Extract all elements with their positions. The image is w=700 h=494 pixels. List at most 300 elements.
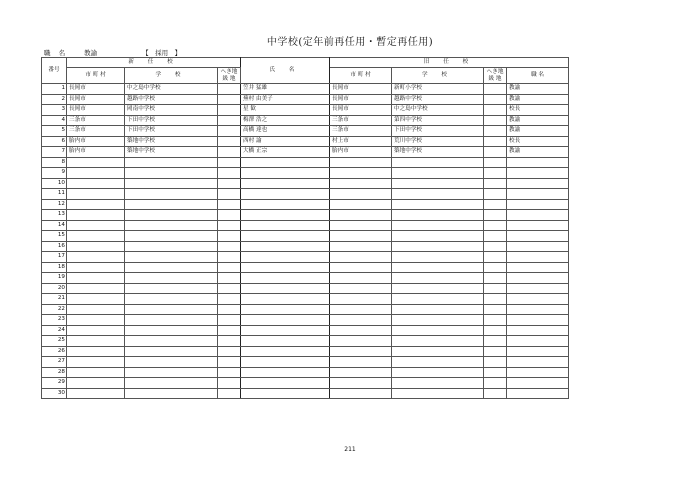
position-cell [507, 315, 569, 326]
new-remote-cell [218, 136, 241, 147]
new-remote-cell [218, 273, 241, 284]
table-row [42, 367, 569, 378]
new-school-cell [125, 199, 218, 210]
old-remote-cell [484, 283, 507, 294]
table-row [42, 220, 569, 231]
position-cell [507, 357, 569, 368]
new-city-cell: 長岡市 [67, 84, 125, 95]
table-row [42, 126, 569, 137]
new-city-cell: 三条市 [67, 126, 125, 137]
name-cell [241, 325, 330, 336]
header-new-remote: へき地 級 地 [218, 68, 241, 84]
old-remote-cell [484, 294, 507, 305]
new-school-cell [125, 189, 218, 200]
old-city-cell [330, 241, 392, 252]
row-number: 22 [42, 304, 67, 315]
row-number: 30 [42, 388, 67, 399]
table-row [42, 241, 569, 252]
new-city-cell [67, 378, 125, 389]
new-city-cell [67, 168, 125, 179]
row-number: 28 [42, 367, 67, 378]
old-city-cell [330, 283, 392, 294]
position-cell [507, 210, 569, 221]
old-city-cell [330, 252, 392, 263]
header-old-school-name: 学 校 [392, 68, 484, 84]
position-cell [507, 336, 569, 347]
header-new-school: 新 任 校 [67, 58, 241, 68]
old-remote-cell [484, 199, 507, 210]
name-cell [241, 231, 330, 242]
row-number: 7 [42, 147, 67, 158]
position-cell [507, 252, 569, 263]
new-city-cell [67, 388, 125, 399]
new-remote-cell [218, 94, 241, 105]
position-cell [507, 262, 569, 273]
old-school-cell [392, 367, 484, 378]
kind-label: 【 採用 】 [142, 49, 182, 57]
new-city-cell [67, 315, 125, 326]
old-remote-cell [484, 325, 507, 336]
old-city-cell: 胎内市 [330, 147, 392, 158]
position-cell [507, 283, 569, 294]
header-new-city: 市 町 村 [67, 68, 125, 84]
position-cell [507, 168, 569, 179]
name-cell: 梅澤 浩之 [241, 115, 330, 126]
name-cell [241, 388, 330, 399]
new-remote-cell [218, 126, 241, 137]
old-remote-cell [484, 189, 507, 200]
old-remote-cell [484, 357, 507, 368]
meta-line [44, 48, 181, 57]
old-city-cell: 村上市 [330, 136, 392, 147]
new-city-cell [67, 231, 125, 242]
position-cell [507, 220, 569, 231]
old-remote-cell [484, 84, 507, 95]
new-city-cell [67, 346, 125, 357]
new-remote-cell [218, 304, 241, 315]
name-cell [241, 220, 330, 231]
table-row [42, 147, 569, 158]
new-school-cell [125, 357, 218, 368]
new-school-cell [125, 346, 218, 357]
row-number: 12 [42, 199, 67, 210]
old-city-cell [330, 315, 392, 326]
old-remote-cell [484, 231, 507, 242]
new-city-cell [67, 262, 125, 273]
new-remote-cell [218, 357, 241, 368]
new-city-cell: 長岡市 [67, 94, 125, 105]
new-city-cell [67, 294, 125, 305]
row-number: 16 [42, 241, 67, 252]
old-school-cell [392, 168, 484, 179]
table-row [42, 325, 569, 336]
new-remote-cell [218, 178, 241, 189]
new-city-cell [67, 273, 125, 284]
new-school-cell [125, 325, 218, 336]
row-number: 11 [42, 189, 67, 200]
table-row [42, 283, 569, 294]
header-no: 番号 [42, 58, 67, 84]
name-cell: 高橋 達也 [241, 126, 330, 137]
name-cell [241, 336, 330, 347]
name-cell [241, 189, 330, 200]
row-number: 13 [42, 210, 67, 221]
row-number: 24 [42, 325, 67, 336]
new-city-cell: 胎内市 [67, 147, 125, 158]
new-city-cell [67, 220, 125, 231]
old-city-cell [330, 168, 392, 179]
new-remote-cell [218, 189, 241, 200]
old-school-cell [392, 325, 484, 336]
old-city-cell [330, 199, 392, 210]
new-remote-cell [218, 199, 241, 210]
old-remote-cell [484, 346, 507, 357]
old-school-cell [392, 262, 484, 273]
new-city-cell [67, 304, 125, 315]
name-cell [241, 252, 330, 263]
new-remote-cell [218, 325, 241, 336]
old-school-cell [392, 304, 484, 315]
old-city-cell [330, 357, 392, 368]
old-school-cell [392, 189, 484, 200]
row-number: 27 [42, 357, 67, 368]
new-city-cell [67, 357, 125, 368]
new-school-cell [125, 294, 218, 305]
row-number: 15 [42, 231, 67, 242]
new-school-cell [125, 252, 218, 263]
table-row [42, 378, 569, 389]
name-cell [241, 357, 330, 368]
row-number: 9 [42, 168, 67, 179]
new-school-cell: 越路中学校 [125, 94, 218, 105]
old-school-cell [392, 283, 484, 294]
old-remote-cell [484, 315, 507, 326]
old-school-cell: 荒川中学校 [392, 136, 484, 147]
name-cell [241, 210, 330, 221]
header-old-remote: へき地 級 地 [484, 68, 507, 84]
new-city-cell [67, 189, 125, 200]
name-cell [241, 273, 330, 284]
old-remote-cell [484, 262, 507, 273]
old-city-cell [330, 304, 392, 315]
old-city-cell [330, 262, 392, 273]
old-city-cell: 三条市 [330, 126, 392, 137]
old-school-cell [392, 388, 484, 399]
old-school-cell: 築地中学校 [392, 147, 484, 158]
table-row [42, 199, 569, 210]
table-row [42, 273, 569, 284]
new-school-cell [125, 178, 218, 189]
row-number: 1 [42, 84, 67, 95]
new-city-cell [67, 367, 125, 378]
position-cell [507, 367, 569, 378]
old-remote-cell [484, 105, 507, 116]
row-number: 25 [42, 336, 67, 347]
old-remote-cell [484, 220, 507, 231]
new-city-cell: 胎内市 [67, 136, 125, 147]
name-cell [241, 199, 330, 210]
new-remote-cell [218, 346, 241, 357]
old-school-cell [392, 199, 484, 210]
position-cell: 校長 [507, 105, 569, 116]
old-remote-cell [484, 304, 507, 315]
table-row [42, 210, 569, 221]
table-row [42, 262, 569, 273]
old-city-cell [330, 325, 392, 336]
table-row [42, 178, 569, 189]
header-new-school-name: 学 校 [125, 68, 218, 84]
position-cell: 教諭 [507, 147, 569, 158]
position-cell: 校長 [507, 136, 569, 147]
old-school-cell [392, 252, 484, 263]
new-school-cell [125, 210, 218, 221]
new-school-cell [125, 367, 218, 378]
name-cell: 大橋 正宗 [241, 147, 330, 158]
new-city-cell: 長岡市 [67, 105, 125, 116]
new-school-cell [125, 315, 218, 326]
header-name: 氏 名 [241, 58, 330, 84]
table-row [42, 304, 569, 315]
old-remote-cell [484, 367, 507, 378]
position-cell [507, 273, 569, 284]
new-school-cell [125, 283, 218, 294]
old-remote-cell [484, 157, 507, 168]
old-city-cell [330, 157, 392, 168]
old-school-cell: 越路中学校 [392, 94, 484, 105]
old-remote-cell [484, 168, 507, 179]
position-label: 職 名 [44, 49, 69, 57]
old-remote-cell [484, 241, 507, 252]
new-remote-cell [218, 157, 241, 168]
row-number: 29 [42, 378, 67, 389]
new-remote-cell [218, 378, 241, 389]
old-city-cell: 長岡市 [330, 105, 392, 116]
row-number: 18 [42, 262, 67, 273]
row-number: 26 [42, 346, 67, 357]
new-school-cell [125, 378, 218, 389]
position-cell [507, 241, 569, 252]
old-city-cell [330, 346, 392, 357]
old-school-cell [392, 346, 484, 357]
new-city-cell [67, 241, 125, 252]
old-remote-cell [484, 210, 507, 221]
table-row [42, 252, 569, 263]
old-school-cell [392, 378, 484, 389]
position-cell [507, 346, 569, 357]
row-number: 19 [42, 273, 67, 284]
table-row [42, 105, 569, 116]
position-cell: 教諭 [507, 115, 569, 126]
new-remote-cell [218, 252, 241, 263]
new-remote-cell [218, 147, 241, 158]
old-city-cell [330, 210, 392, 221]
name-cell: 蕪村 由美子 [241, 94, 330, 105]
old-city-cell: 長岡市 [330, 84, 392, 95]
old-remote-cell [484, 378, 507, 389]
new-school-cell [125, 262, 218, 273]
row-number: 17 [42, 252, 67, 263]
row-number: 23 [42, 315, 67, 326]
old-remote-cell [484, 126, 507, 137]
new-remote-cell [218, 315, 241, 326]
table-row [42, 189, 569, 200]
new-remote-cell [218, 105, 241, 116]
position-cell [507, 231, 569, 242]
old-school-cell [392, 336, 484, 347]
new-remote-cell [218, 231, 241, 242]
old-remote-cell [484, 147, 507, 158]
row-number: 8 [42, 157, 67, 168]
name-cell [241, 157, 330, 168]
old-city-cell [330, 273, 392, 284]
old-school-cell [392, 231, 484, 242]
old-remote-cell [484, 115, 507, 126]
table-row [42, 168, 569, 179]
new-school-cell: 中之島中学校 [125, 84, 218, 95]
old-city-cell: 三条市 [330, 115, 392, 126]
old-city-cell [330, 220, 392, 231]
new-remote-cell [218, 336, 241, 347]
old-school-cell: 中之島中学校 [392, 105, 484, 116]
row-number: 6 [42, 136, 67, 147]
table-row [42, 84, 569, 95]
table-row [42, 315, 569, 326]
header-position: 職 名 [507, 68, 569, 84]
name-cell [241, 283, 330, 294]
position-cell [507, 294, 569, 305]
new-school-cell [125, 157, 218, 168]
position-cell [507, 378, 569, 389]
old-school-cell [392, 273, 484, 284]
old-school-cell [392, 315, 484, 326]
name-cell: 笠井 猛雄 [241, 84, 330, 95]
new-school-cell: 下田中学校 [125, 126, 218, 137]
new-school-cell: 築地中学校 [125, 147, 218, 158]
new-school-cell [125, 388, 218, 399]
old-school-cell: 下田中学校 [392, 126, 484, 137]
table-row [42, 94, 569, 105]
old-school-cell [392, 357, 484, 368]
new-school-cell [125, 336, 218, 347]
position-cell: 教諭 [507, 84, 569, 95]
new-remote-cell [218, 220, 241, 231]
table-row [42, 294, 569, 305]
table-row [42, 357, 569, 368]
name-cell [241, 294, 330, 305]
new-city-cell [67, 157, 125, 168]
row-number: 20 [42, 283, 67, 294]
position-cell [507, 199, 569, 210]
name-cell [241, 304, 330, 315]
new-school-cell [125, 231, 218, 242]
new-city-cell [67, 178, 125, 189]
old-city-cell [330, 189, 392, 200]
new-city-cell [67, 252, 125, 263]
name-cell [241, 241, 330, 252]
table-row [42, 157, 569, 168]
personnel-table [41, 57, 569, 399]
old-city-cell [330, 231, 392, 242]
new-school-cell [125, 273, 218, 284]
row-number: 21 [42, 294, 67, 305]
new-city-cell: 三条市 [67, 115, 125, 126]
old-remote-cell [484, 273, 507, 284]
old-school-cell [392, 157, 484, 168]
new-school-cell [125, 241, 218, 252]
old-city-cell: 長岡市 [330, 94, 392, 105]
table-row [42, 336, 569, 347]
page-number: 211 [344, 446, 356, 453]
old-remote-cell [484, 252, 507, 263]
header-old-city: 市 町 村 [330, 68, 392, 84]
old-remote-cell [484, 136, 507, 147]
row-number: 3 [42, 105, 67, 116]
name-cell [241, 346, 330, 357]
old-school-cell: 第四中学校 [392, 115, 484, 126]
name-cell: 西村 諭 [241, 136, 330, 147]
new-city-cell [67, 210, 125, 221]
position-cell: 教諭 [507, 94, 569, 105]
old-school-cell [392, 220, 484, 231]
new-remote-cell [218, 388, 241, 399]
new-remote-cell [218, 283, 241, 294]
name-cell [241, 178, 330, 189]
new-remote-cell [218, 262, 241, 273]
new-remote-cell [218, 210, 241, 221]
new-remote-cell [218, 168, 241, 179]
position-cell [507, 325, 569, 336]
page-title: 中学校(定年前再任用・暫定再任用) [266, 37, 434, 48]
header-old-school: 旧 任 校 [330, 58, 569, 68]
name-cell [241, 315, 330, 326]
position-cell [507, 189, 569, 200]
old-city-cell [330, 178, 392, 189]
position-cell [507, 178, 569, 189]
row-number: 2 [42, 94, 67, 105]
table-row [42, 346, 569, 357]
position-cell: 教諭 [507, 126, 569, 137]
new-school-cell [125, 304, 218, 315]
name-cell [241, 367, 330, 378]
row-number: 5 [42, 126, 67, 137]
old-school-cell [392, 178, 484, 189]
old-remote-cell [484, 94, 507, 105]
new-remote-cell [218, 367, 241, 378]
old-city-cell [330, 294, 392, 305]
table-row [42, 136, 569, 147]
new-school-cell: 岡南中学校 [125, 105, 218, 116]
old-school-cell [392, 294, 484, 305]
table-row [42, 115, 569, 126]
name-cell [241, 378, 330, 389]
old-school-cell: 新町小学校 [392, 84, 484, 95]
old-school-cell [392, 241, 484, 252]
new-remote-cell [218, 294, 241, 305]
new-remote-cell [218, 241, 241, 252]
name-cell [241, 168, 330, 179]
new-city-cell [67, 199, 125, 210]
old-remote-cell [484, 336, 507, 347]
old-remote-cell [484, 178, 507, 189]
new-school-cell [125, 220, 218, 231]
position-value: 教諭 [84, 49, 98, 57]
old-city-cell [330, 367, 392, 378]
old-city-cell [330, 378, 392, 389]
new-school-cell: 築地中学校 [125, 136, 218, 147]
name-cell [241, 262, 330, 273]
table-row [42, 231, 569, 242]
new-school-cell: 下田中学校 [125, 115, 218, 126]
